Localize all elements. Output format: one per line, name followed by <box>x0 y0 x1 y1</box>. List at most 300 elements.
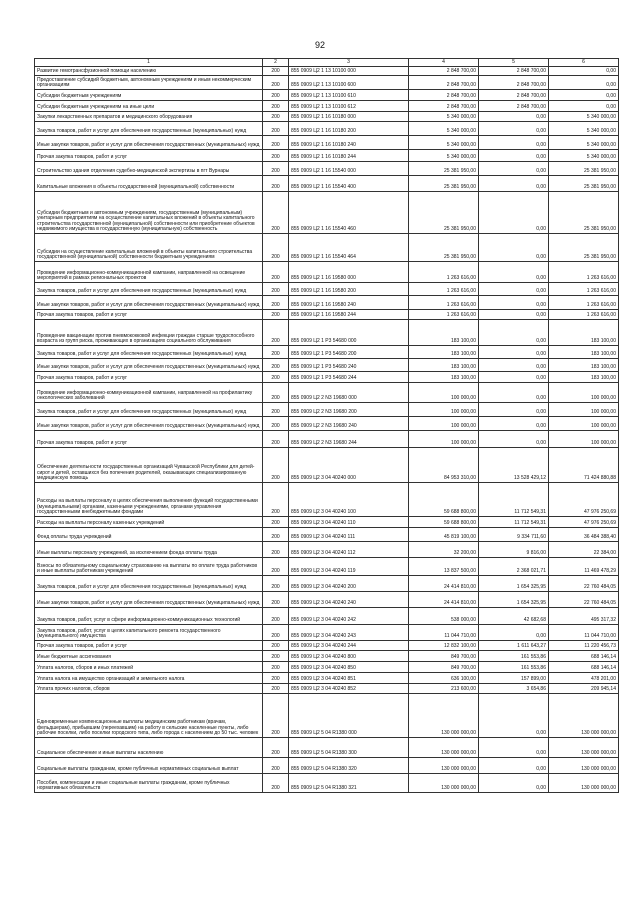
row-name: Уплата прочих налогов, сборов <box>35 684 263 694</box>
row-approved: 11 044 710,00 <box>409 625 479 641</box>
col-number-4: 4 <box>409 59 479 67</box>
row-code: 200 <box>263 372 289 383</box>
row-kbk: 855 0909 Ц2 1 16 15540 464 <box>289 234 409 262</box>
row-approved: 183 100,00 <box>409 372 479 383</box>
row-kbk: 855 0909 Ц2 3 04 40240 244 <box>289 641 409 651</box>
row-name: Закупка товаров, работ и услуг для обеспечения государственных (муниципальных) нужд <box>35 283 263 296</box>
row-name: Строительство здания отделения судебно-медицинской экспертизы в пгт Вурнары <box>35 162 263 176</box>
row-kbk: 855 0909 Ц2 3 04 40240 100 <box>289 483 409 517</box>
row-code: 200 <box>263 558 289 576</box>
row-name: Прочая закупка товаров, работ и услуг <box>35 431 263 448</box>
budget-table-body <box>35 59 619 793</box>
row-kbk: 855 0909 Ц2 1 13 10100 000 <box>289 67 409 76</box>
row-executed: 42 682,68 <box>479 608 549 625</box>
row-name: Иные закупки товаров, работ и услуг для обеспечения государственных (муниципальных) нужд <box>35 136 263 150</box>
row-approved: 183 100,00 <box>409 346 479 359</box>
row-approved: 130 000 000,00 <box>409 758 479 774</box>
row-name: Проведение информационно-коммуникационной кампании, направленной на профилактику онкологических заболеваний <box>35 383 263 403</box>
row-approved: 1 263 616,00 <box>409 296 479 310</box>
row-approved: 636 100,00 <box>409 673 479 684</box>
row-kbk: 855 0909 Ц2 1 16 10180 240 <box>289 136 409 150</box>
row-kbk: 855 0909 Ц2 1 16 19580 000 <box>289 262 409 283</box>
row-code: 200 <box>263 528 289 542</box>
row-code: 200 <box>263 608 289 625</box>
row-remaining: 0,00 <box>549 67 619 76</box>
table-row <box>35 67 619 76</box>
table-row <box>35 483 619 517</box>
row-approved: 2 848 700,00 <box>409 67 479 76</box>
row-approved: 5 340 000,00 <box>409 112 479 122</box>
table-row <box>35 694 619 738</box>
row-name: Иные закупки товаров, работ и услуг для обеспечения государственных (муниципальных) нужд <box>35 417 263 431</box>
row-executed: 0,00 <box>479 694 549 738</box>
row-name: Закупка товаров, работ, услуг в целях капитального ремонта государственного (муниципального) имущества <box>35 625 263 641</box>
table-row <box>35 122 619 136</box>
row-remaining: 130 000 000,00 <box>549 694 619 738</box>
table-row <box>35 76 619 90</box>
table-row <box>35 592 619 608</box>
row-approved: 1 263 616,00 <box>409 310 479 320</box>
row-remaining: 5 340 000,00 <box>549 122 619 136</box>
row-approved: 538 000,00 <box>409 608 479 625</box>
row-name: Единовременные компенсационные выплаты медицинским работникам (врачам, фельдшерам), прибывшим (переехавшим) на работу в сельские населенные пункты, либо рабочие поселки, либо поселки городского типа, либо города с населением до 50 тыс. человек <box>35 694 263 738</box>
row-approved: 84 953 310,00 <box>409 448 479 483</box>
row-remaining: 25 381 950,00 <box>549 176 619 192</box>
row-executed: 13 528 429,12 <box>479 448 549 483</box>
row-remaining: 209 945,14 <box>549 684 619 694</box>
row-name: Развитие гемотрансфузионной помощи населению <box>35 67 263 76</box>
row-approved: 12 832 100,00 <box>409 641 479 651</box>
row-name: Иные бюджетные ассигнования <box>35 651 263 662</box>
row-name: Расходы на выплаты персоналу казенных учреждений <box>35 517 263 528</box>
row-executed: 0,00 <box>479 296 549 310</box>
row-name: Иные закупки товаров, работ и услуг для обеспечения государственных (муниципальных) нужд <box>35 296 263 310</box>
row-name: Субсидии бюджетным учреждениям на иные цели <box>35 101 263 112</box>
row-approved: 213 600,00 <box>409 684 479 694</box>
row-code: 200 <box>263 176 289 192</box>
row-remaining: 1 263 616,00 <box>549 310 619 320</box>
row-remaining: 25 381 950,00 <box>549 192 619 234</box>
row-approved: 5 340 000,00 <box>409 136 479 150</box>
row-code: 200 <box>263 758 289 774</box>
row-executed: 0,00 <box>479 234 549 262</box>
row-code: 200 <box>263 296 289 310</box>
row-name: Закупка товаров, работ и услуг для обеспечения государственных (муниципальных) нужд <box>35 346 263 359</box>
table-row <box>35 296 619 310</box>
row-code: 200 <box>263 738 289 758</box>
row-name: Прочая закупка товаров, работ и услуг <box>35 372 263 383</box>
row-remaining: 183 100,00 <box>549 320 619 346</box>
row-code: 200 <box>263 359 289 372</box>
table-row <box>35 150 619 162</box>
row-approved: 1 263 616,00 <box>409 262 479 283</box>
row-code: 200 <box>263 662 289 673</box>
row-executed: 2 848 700,00 <box>479 67 549 76</box>
table-row <box>35 576 619 592</box>
row-code: 200 <box>263 383 289 403</box>
row-executed: 2 848 700,00 <box>479 90 549 101</box>
row-remaining: 47 976 250,69 <box>549 517 619 528</box>
row-approved: 25 381 950,00 <box>409 162 479 176</box>
row-code: 200 <box>263 283 289 296</box>
row-remaining: 1 263 616,00 <box>549 296 619 310</box>
row-kbk: 855 0909 Ц2 1 P3 54680 200 <box>289 346 409 359</box>
table-row <box>35 528 619 542</box>
row-name: Предоставление субсидий бюджетным, автономным учреждениям и иным некоммерческим организациям <box>35 76 263 90</box>
table-row <box>35 651 619 662</box>
row-remaining: 688 146,14 <box>549 662 619 673</box>
row-remaining: 71 424 880,88 <box>549 448 619 483</box>
row-kbk: 855 0909 Ц2 1 16 19580 244 <box>289 310 409 320</box>
row-code: 200 <box>263 417 289 431</box>
row-kbk: 855 0909 Ц2 3 04 40240 852 <box>289 684 409 694</box>
table-row <box>35 372 619 383</box>
page-number: 92 <box>314 40 325 50</box>
row-kbk: 855 0909 Ц2 1 16 19580 200 <box>289 283 409 296</box>
row-name: Субсидии бюджетным и автономным учреждениям, государственным (муниципальным) унитарным предприятиям на осуществление капитальных вложений в объекты капитального строительства государственной (муниципальной) собственности или приобретение объектов недвижимого имущества в государственную (муниципальную) собственность <box>35 192 263 234</box>
table-row <box>35 383 619 403</box>
row-approved: 183 100,00 <box>409 359 479 372</box>
row-kbk: 855 0909 Ц2 1 16 19580 240 <box>289 296 409 310</box>
row-approved: 849 700,00 <box>409 651 479 662</box>
row-kbk: 855 0909 Ц2 1 16 15540 460 <box>289 192 409 234</box>
table-row <box>35 136 619 150</box>
row-kbk: 855 0909 Ц2 2 N3 19680 244 <box>289 431 409 448</box>
row-kbk: 855 0909 Ц2 5 04 R1380 321 <box>289 774 409 793</box>
row-approved: 100 000,00 <box>409 383 479 403</box>
row-kbk: 855 0909 Ц2 1 16 15540 400 <box>289 176 409 192</box>
row-name: Иные закупки товаров, работ и услуг для обеспечения государственных (муниципальных) нужд <box>35 359 263 372</box>
table-row <box>35 517 619 528</box>
table-row <box>35 608 619 625</box>
row-code: 200 <box>263 262 289 283</box>
row-remaining: 22 760 484,05 <box>549 592 619 608</box>
row-name: Капитальные вложения в объекты государственной (муниципальной) собственности <box>35 176 263 192</box>
row-executed: 0,00 <box>479 774 549 793</box>
row-code: 200 <box>263 320 289 346</box>
row-approved: 849 700,00 <box>409 662 479 673</box>
row-executed: 161 553,86 <box>479 651 549 662</box>
row-code: 200 <box>263 694 289 738</box>
row-executed: 2 848 700,00 <box>479 76 549 90</box>
row-code: 200 <box>263 483 289 517</box>
col-number-5: 5 <box>479 59 549 67</box>
row-remaining: 130 000 000,00 <box>549 758 619 774</box>
row-executed: 9 816,00 <box>479 542 549 558</box>
row-kbk: 855 0909 Ц2 2 N3 19680 000 <box>289 383 409 403</box>
row-approved: 130 000 000,00 <box>409 694 479 738</box>
row-approved: 59 688 800,00 <box>409 517 479 528</box>
table-row <box>35 101 619 112</box>
row-remaining: 183 100,00 <box>549 346 619 359</box>
table-row <box>35 558 619 576</box>
row-kbk: 855 0909 Ц2 1 P3 54680 240 <box>289 359 409 372</box>
table-row <box>35 90 619 101</box>
row-remaining: 100 000,00 <box>549 383 619 403</box>
row-kbk: 855 0909 Ц2 1 13 10100 610 <box>289 90 409 101</box>
row-kbk: 855 0909 Ц2 1 13 10100 600 <box>289 76 409 90</box>
row-kbk: 855 0909 Ц2 1 16 10180 244 <box>289 150 409 162</box>
row-approved: 2 848 700,00 <box>409 76 479 90</box>
table-row <box>35 262 619 283</box>
table-row <box>35 403 619 417</box>
table-row <box>35 283 619 296</box>
row-code: 200 <box>263 448 289 483</box>
row-executed: 0,00 <box>479 262 549 283</box>
row-name: Обеспечение деятельности государственных организаций Чувашской Республики для детей-сирот и детей, оставшихся без попечения родителей, оказывающих специализированную медицинскую помощь <box>35 448 263 483</box>
row-kbk: 855 0909 Ц2 3 04 40240 243 <box>289 625 409 641</box>
row-code: 200 <box>263 192 289 234</box>
row-approved: 45 819 100,00 <box>409 528 479 542</box>
row-remaining: 11 469 478,29 <box>549 558 619 576</box>
row-code: 200 <box>263 90 289 101</box>
row-approved: 130 000 000,00 <box>409 774 479 793</box>
column-number-row <box>35 59 619 67</box>
row-code: 200 <box>263 101 289 112</box>
row-approved: 100 000,00 <box>409 403 479 417</box>
row-code: 200 <box>263 403 289 417</box>
row-remaining: 478 201,00 <box>549 673 619 684</box>
table-row <box>35 738 619 758</box>
table-row <box>35 774 619 793</box>
row-code: 200 <box>263 673 289 684</box>
row-name: Проведение вакцинации против пневмококковой инфекции граждан старше трудоспособного возраста из групп риска, проживающих в организациях социального обслуживания <box>35 320 263 346</box>
row-remaining: 5 340 000,00 <box>549 112 619 122</box>
row-code: 200 <box>263 234 289 262</box>
row-remaining: 22 384,00 <box>549 542 619 558</box>
table-row <box>35 176 619 192</box>
row-name: Пособия, компенсации и иные социальные выплаты гражданам, кроме публичных нормативных обязательств <box>35 774 263 793</box>
row-remaining: 25 381 950,00 <box>549 234 619 262</box>
table-row <box>35 684 619 694</box>
row-remaining: 11 220 456,73 <box>549 641 619 651</box>
table-row <box>35 320 619 346</box>
row-code: 200 <box>263 625 289 641</box>
table-row <box>35 758 619 774</box>
row-kbk: 855 0909 Ц2 2 N3 19680 200 <box>289 403 409 417</box>
row-kbk: 855 0909 Ц2 3 04 40240 000 <box>289 448 409 483</box>
row-kbk: 855 0909 Ц2 5 04 R1380 320 <box>289 758 409 774</box>
row-name: Субсидии на осуществление капитальных вложений в объекты капитального строительства государственной (муниципальной) собственности бюджетным учреждениям <box>35 234 263 262</box>
row-approved: 13 837 500,00 <box>409 558 479 576</box>
row-kbk: 855 0909 Ц2 1 P3 54680 000 <box>289 320 409 346</box>
row-remaining: 5 340 000,00 <box>549 136 619 150</box>
row-remaining: 22 760 484,05 <box>549 576 619 592</box>
row-executed: 0,00 <box>479 383 549 403</box>
row-remaining: 0,00 <box>549 90 619 101</box>
row-executed: 0,00 <box>479 122 549 136</box>
row-kbk: 855 0909 Ц2 1 P3 54680 244 <box>289 372 409 383</box>
row-executed: 2 848 700,00 <box>479 101 549 112</box>
col-number-3: 3 <box>289 59 409 67</box>
row-code: 200 <box>263 67 289 76</box>
row-code: 200 <box>263 76 289 90</box>
row-code: 200 <box>263 431 289 448</box>
row-name: Иные закупки товаров, работ и услуг для обеспечения государственных (муниципальных) нужд <box>35 592 263 608</box>
row-approved: 100 000,00 <box>409 417 479 431</box>
table-row <box>35 417 619 431</box>
col-number-1: 1 <box>35 59 263 67</box>
row-executed: 0,00 <box>479 150 549 162</box>
table-row <box>35 431 619 448</box>
row-approved: 25 381 950,00 <box>409 234 479 262</box>
row-executed: 9 334 711,60 <box>479 528 549 542</box>
row-executed: 0,00 <box>479 283 549 296</box>
table-row <box>35 662 619 673</box>
table-row <box>35 162 619 176</box>
row-remaining: 100 000,00 <box>549 417 619 431</box>
row-approved: 2 848 700,00 <box>409 90 479 101</box>
row-code: 200 <box>263 346 289 359</box>
row-kbk: 855 0909 Ц2 3 04 40240 240 <box>289 592 409 608</box>
row-code: 200 <box>263 112 289 122</box>
row-executed: 0,00 <box>479 136 549 150</box>
row-approved: 100 000,00 <box>409 431 479 448</box>
row-remaining: 100 000,00 <box>549 403 619 417</box>
row-executed: 3 654,86 <box>479 684 549 694</box>
row-code: 200 <box>263 310 289 320</box>
row-executed: 0,00 <box>479 310 549 320</box>
row-kbk: 855 0909 Ц2 1 13 10100 612 <box>289 101 409 112</box>
row-code: 200 <box>263 122 289 136</box>
row-remaining: 0,00 <box>549 76 619 90</box>
row-approved: 32 200,00 <box>409 542 479 558</box>
row-executed: 11 712 549,31 <box>479 517 549 528</box>
row-remaining: 183 100,00 <box>549 359 619 372</box>
row-approved: 25 381 950,00 <box>409 176 479 192</box>
row-executed: 1 611 643,27 <box>479 641 549 651</box>
row-name: Закупки лекарственных препаратов и медицинского оборудования <box>35 112 263 122</box>
row-remaining: 100 000,00 <box>549 431 619 448</box>
row-approved: 24 414 810,00 <box>409 592 479 608</box>
row-name: Закупка товаров, работ, услуг в сфере информационно-коммуникационных технологий <box>35 608 263 625</box>
row-name: Уплата налога на имущество организаций и земельного налога <box>35 673 263 684</box>
row-remaining: 25 381 950,00 <box>549 162 619 176</box>
row-remaining: 36 484 388,40 <box>549 528 619 542</box>
table-row <box>35 112 619 122</box>
row-executed: 0,00 <box>479 431 549 448</box>
row-executed: 157 899,00 <box>479 673 549 684</box>
row-remaining: 47 976 250,69 <box>549 483 619 517</box>
row-executed: 1 654 325,95 <box>479 576 549 592</box>
row-name: Фонд оплаты труда учреждений <box>35 528 263 542</box>
row-name: Прочая закупка товаров, работ и услуг <box>35 150 263 162</box>
row-kbk: 855 0909 Ц2 1 16 10180 200 <box>289 122 409 136</box>
row-remaining: 11 044 710,00 <box>549 625 619 641</box>
row-executed: 0,00 <box>479 192 549 234</box>
row-name: Взносы по обязательному социальному страхованию на выплаты по оплате труда работников и иные выплаты работникам учреждений <box>35 558 263 576</box>
row-kbk: 855 0909 Ц2 3 04 40240 242 <box>289 608 409 625</box>
row-approved: 5 340 000,00 <box>409 150 479 162</box>
table-row <box>35 673 619 684</box>
table-row <box>35 346 619 359</box>
row-kbk: 855 0909 Ц2 5 04 R1380 300 <box>289 738 409 758</box>
row-name: Прочая закупка товаров, работ и услуг <box>35 641 263 651</box>
table-row <box>35 310 619 320</box>
row-kbk: 855 0909 Ц2 3 04 40240 800 <box>289 651 409 662</box>
row-code: 200 <box>263 517 289 528</box>
row-approved: 59 688 800,00 <box>409 483 479 517</box>
row-name: Проведение информационно-коммуникационной кампании, направленной на освещение мероприятий в рамках региональных проектов <box>35 262 263 283</box>
row-code: 200 <box>263 542 289 558</box>
row-executed: 2 368 021,71 <box>479 558 549 576</box>
row-kbk: 855 0909 Ц2 3 04 40240 850 <box>289 662 409 673</box>
row-approved: 183 100,00 <box>409 320 479 346</box>
row-kbk: 855 0909 Ц2 3 04 40240 851 <box>289 673 409 684</box>
row-name: Субсидии бюджетным учреждениям <box>35 90 263 101</box>
row-kbk: 855 0909 Ц2 5 04 R1380 000 <box>289 694 409 738</box>
row-remaining: 1 263 616,00 <box>549 262 619 283</box>
row-code: 200 <box>263 774 289 793</box>
row-kbk: 855 0909 Ц2 3 04 40240 112 <box>289 542 409 558</box>
row-executed: 1 654 325,95 <box>479 592 549 608</box>
row-approved: 130 000 000,00 <box>409 738 479 758</box>
row-approved: 25 381 950,00 <box>409 192 479 234</box>
table-row <box>35 542 619 558</box>
row-executed: 0,00 <box>479 176 549 192</box>
row-executed: 0,00 <box>479 403 549 417</box>
row-remaining: 130 000 000,00 <box>549 774 619 793</box>
row-kbk: 855 0909 Ц2 1 16 10180 000 <box>289 112 409 122</box>
row-remaining: 688 146,14 <box>549 651 619 662</box>
row-code: 200 <box>263 150 289 162</box>
row-kbk: 855 0909 Ц2 3 04 40240 119 <box>289 558 409 576</box>
row-remaining: 183 100,00 <box>549 372 619 383</box>
row-kbk: 855 0909 Ц2 1 16 15540 000 <box>289 162 409 176</box>
row-approved: 1 263 616,00 <box>409 283 479 296</box>
row-remaining: 0,00 <box>549 101 619 112</box>
row-kbk: 855 0909 Ц2 3 04 40240 200 <box>289 576 409 592</box>
row-executed: 0,00 <box>479 346 549 359</box>
table-row <box>35 359 619 372</box>
row-name: Прочая закупка товаров, работ и услуг <box>35 310 263 320</box>
table-row <box>35 234 619 262</box>
budget-table <box>34 58 619 793</box>
row-code: 200 <box>263 592 289 608</box>
row-executed: 0,00 <box>479 162 549 176</box>
row-kbk: 855 0909 Ц2 2 N3 19680 240 <box>289 417 409 431</box>
row-name: Иные выплаты персоналу учреждений, за исключением фонда оплаты труда <box>35 542 263 558</box>
row-name: Расходы на выплаты персоналу в целях обеспечения выполнения функций государственными (муниципальными) органами, казенными учреждениями, органами управления государственными внебюджетными фондами <box>35 483 263 517</box>
row-code: 200 <box>263 651 289 662</box>
row-remaining: 5 340 000,00 <box>549 150 619 162</box>
row-code: 200 <box>263 162 289 176</box>
row-kbk: 855 0909 Ц2 3 04 40240 110 <box>289 517 409 528</box>
row-executed: 0,00 <box>479 417 549 431</box>
row-remaining: 1 263 616,00 <box>549 283 619 296</box>
table-row <box>35 641 619 651</box>
row-approved: 5 340 000,00 <box>409 122 479 136</box>
row-name: Уплата налогов, сборов и иных платежей <box>35 662 263 673</box>
row-name: Социальное обеспечение и иные выплаты населению <box>35 738 263 758</box>
row-executed: 0,00 <box>479 372 549 383</box>
table-row <box>35 192 619 234</box>
row-approved: 2 848 700,00 <box>409 101 479 112</box>
row-name: Закупка товаров, работ и услуг для обеспечения государственных (муниципальных) нужд <box>35 576 263 592</box>
row-remaining: 495 317,32 <box>549 608 619 625</box>
row-approved: 24 414 810,00 <box>409 576 479 592</box>
row-code: 200 <box>263 136 289 150</box>
row-code: 200 <box>263 641 289 651</box>
row-code: 200 <box>263 576 289 592</box>
table-row <box>35 625 619 641</box>
row-executed: 11 712 549,31 <box>479 483 549 517</box>
row-executed: 0,00 <box>479 320 549 346</box>
row-executed: 0,00 <box>479 625 549 641</box>
row-executed: 0,00 <box>479 359 549 372</box>
row-kbk: 855 0909 Ц2 3 04 40240 111 <box>289 528 409 542</box>
col-number-6: 6 <box>549 59 619 67</box>
